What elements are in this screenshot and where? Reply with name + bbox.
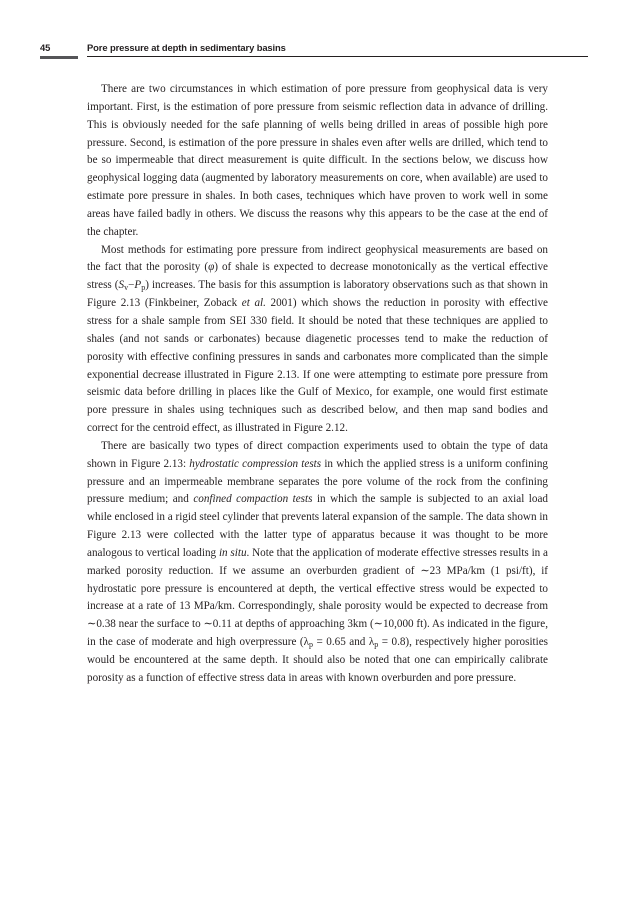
body-text bbox=[87, 81, 548, 688]
text-run: . Note that the application of moderate effective stresses results in a marked porosity reduction. If we assume an overburden gradient of ∼23 MPa/km (1 psi/ft), if hydrostatic pore pressure is encountered at depth, the vertical effective stress would be expected to increase at a rate of 13 MPa/km. Correspondingly, shale porosity would be expected to decrease from ∼0.38 near the surface to ∼0.11 at depths of approaching 3km (∼10,000 ft). As indicated in the figure, in the case of moderate and high overpressure (λ bbox=[87, 546, 549, 649]
italic-text: φ bbox=[208, 261, 215, 274]
subscript-text: p bbox=[374, 640, 379, 650]
italic-text: et al. bbox=[241, 297, 266, 310]
text-run: in which the sample is subjected to an axial load while enclosed in a rigid steel cylinder that prevents lateral expansion of the sample. The data shown in Figure 2.13 were collected with the latter type of apparatus because it was thought to be more analogous to vertical loading bbox=[87, 493, 548, 559]
paragraph bbox=[87, 242, 548, 438]
text-run: = 0.8), respectively higher porosities would be encountered at the same depth. It should also be noted that one can empirically calibrate porosity as a function of effective stress data in areas with known overburden and pore pressure. bbox=[87, 636, 549, 684]
text-run: in which the applied stress is a uniform confining pressure and an impermeable membrane separates the pore volume of the rock from the confining pressure medium; and bbox=[87, 457, 548, 506]
subscript-text: p bbox=[309, 640, 314, 650]
text-run: ) increases. The basis for this assumption is laboratory observations such as that shown in Figure 2.13 (Finkbeiner, Zoback bbox=[87, 279, 548, 310]
paragraph bbox=[87, 438, 548, 688]
subscript-text: p bbox=[141, 283, 146, 293]
paragraph bbox=[87, 81, 548, 242]
running-title: Pore pressure at depth in sedimentary basins bbox=[87, 42, 286, 53]
italic-text: in situ bbox=[218, 546, 247, 559]
text-run: ) of shale is expected to decrease monotonically as the vertical effective stress ( bbox=[87, 261, 548, 292]
text-run: There are basically two types of direct compaction experiments used to obtain the type of data shown in Figure 2.13: bbox=[87, 439, 548, 470]
italic-text: hydrostatic compression tests bbox=[189, 457, 322, 470]
italic-text: confined compaction tests bbox=[193, 493, 313, 506]
running-head bbox=[40, 42, 548, 58]
page-number: 45 bbox=[40, 42, 51, 53]
text-run: = 0.65 and λ bbox=[313, 636, 375, 649]
text-run: Most methods for estimating pore pressure from indirect geophysical measurements are based on the fact that the porosity ( bbox=[87, 243, 548, 274]
italic-text: P bbox=[134, 279, 142, 292]
italic-text: S bbox=[118, 279, 125, 292]
header-rule bbox=[87, 56, 588, 57]
text-run: − bbox=[128, 279, 135, 292]
text-run: 2001) which shows the reduction in porosity with effective stress for a shale sample from SEI 330 field. It should be noted that these techniques are applied to shales (and not sands or carbonates) because diagenetic processes tend to make the reduction of porosity with effective confining pressures in sands and carbonates more complicated than the simple exponential decrease illustrated in Figure 2.13. If one were attempting to estimate pore pressure from seismic data before drilling in places like the Gulf of Mexico, for example, one would first estimate pore pressure in shales using techniques such as described below, and then map sand bodies and correct for the centroid effect, as illustrated in Figure 2.12. bbox=[87, 297, 549, 435]
page-number-bar bbox=[40, 56, 78, 59]
text-run: There are two circumstances in which estimation of pore pressure from geophysical data is very important. First, is the estimation of pore pressure from seismic reflection data in advance of drilling. This is obviously needed for the safe planning of wells being drilled in areas of possible high pore pressure. Second, is estimation of the pore pressure in shales even after wells are drilled, which tend to be so impermeable that direct measurement is quite difficult. In the sections below, we discuss how geophysical logging data (augmented by laboratory measurements on core, when available) are used to estimate pore pressure in shales. In both cases, techniques which have proven to work well in some areas have failed badly in others. We discuss the reasons why this appears to be the case at the end of the chapter. bbox=[87, 83, 548, 238]
subscript-text: v bbox=[124, 283, 129, 293]
